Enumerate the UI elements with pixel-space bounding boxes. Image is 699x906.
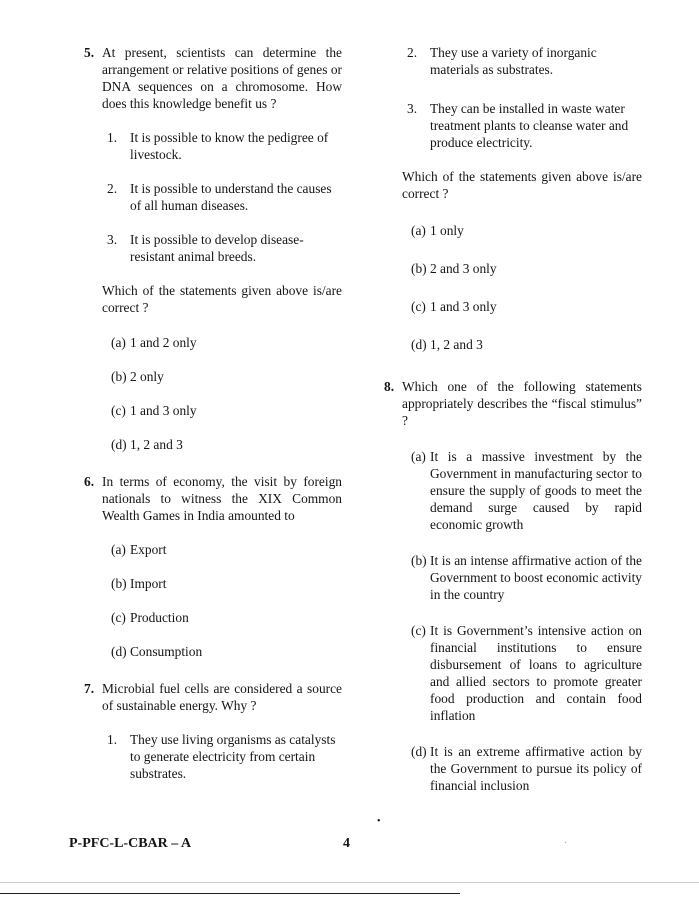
statement-index: 1. xyxy=(107,130,118,145)
statement-1 xyxy=(102,129,342,163)
stray-mark: · xyxy=(564,838,568,849)
option-c xyxy=(102,402,342,419)
option-b xyxy=(402,260,642,277)
option-text: Export xyxy=(130,542,167,557)
option-text: Import xyxy=(130,576,167,591)
option-a xyxy=(102,334,342,351)
option-b xyxy=(402,552,642,603)
statement-index: 2. xyxy=(107,181,118,196)
statement-text: They use living organisms as catalysts to generate electricity from certain substrates. xyxy=(130,732,336,781)
option-text: 1, 2 and 3 xyxy=(430,337,483,352)
question-stem: In terms of economy, the visit by foreign nationals to witness the XIX Common Wealth Games in India amounted to xyxy=(102,474,342,523)
question-7 xyxy=(84,680,342,782)
option-b xyxy=(102,368,342,385)
left-column xyxy=(84,44,342,782)
option-d xyxy=(102,643,342,660)
statement-text: They can be installed in waste water treatment plants to cleanse water and produce electricity. xyxy=(430,101,629,150)
page-edge-line xyxy=(0,893,460,894)
statement-text: They use a variety of inorganic materials as substrates. xyxy=(430,45,597,77)
statement-2 xyxy=(402,44,642,78)
option-c xyxy=(102,609,342,626)
option-a xyxy=(102,541,342,558)
option-text: It is an intense affirmative action of the Government to boost economic activity in the country xyxy=(430,553,642,602)
option-text: 1 only xyxy=(430,223,464,238)
right-column xyxy=(384,44,642,794)
option-d xyxy=(102,436,342,453)
statement-3 xyxy=(402,100,642,151)
option-text: 2 only xyxy=(130,369,164,384)
statement-text: It is possible to know the pedigree of livestock. xyxy=(130,130,329,162)
statement-2 xyxy=(102,180,342,214)
statement-1 xyxy=(102,731,342,782)
option-label: (c) xyxy=(111,403,126,418)
option-text: 2 and 3 only xyxy=(430,261,497,276)
question-stem: Microbial fuel cells are considered a source of sustainable energy. Why ? xyxy=(102,681,342,713)
option-label: (d) xyxy=(111,437,127,452)
statement-3 xyxy=(102,231,342,265)
question-6 xyxy=(84,473,342,660)
option-label: (c) xyxy=(111,610,126,625)
option-label: (b) xyxy=(111,576,127,591)
question-number: 8. xyxy=(384,379,395,394)
option-label: (b) xyxy=(411,261,427,276)
option-text: Production xyxy=(130,610,189,625)
statement-text: It is possible to understand the causes of all human diseases. xyxy=(130,181,332,213)
question-7-continued xyxy=(384,44,642,353)
option-label: (b) xyxy=(111,369,127,384)
option-label: (d) xyxy=(411,337,427,352)
option-label: (a) xyxy=(411,223,426,238)
option-label: (c) xyxy=(411,299,426,314)
question-8 xyxy=(384,378,642,794)
statement-index: 3. xyxy=(107,232,118,247)
option-a xyxy=(402,222,642,239)
option-text: It is a massive investment by the Government in manufacturing sector to ensure the supply of goods to meet the demand surge caused by rapid economic growth xyxy=(430,449,642,532)
option-d xyxy=(402,743,642,794)
option-text: It is an extreme affirmative action by the Government to pursue its policy of financial inclusion xyxy=(430,744,642,793)
question-followup: Which of the statements given above is/are correct ? xyxy=(102,283,342,315)
question-followup: Which of the statements given above is/are correct ? xyxy=(402,169,642,201)
statement-index: 2. xyxy=(407,45,418,60)
question-stem: Which one of the following statements appropriately describes the “fiscal stimulus” ? xyxy=(402,379,642,428)
option-text: It is Government’s intensive action on financial institutions to ensure disbursement of loans to agriculture and allied sectors to promote greater food production and contain food inflation xyxy=(430,623,642,723)
option-label: (a) xyxy=(411,449,426,464)
option-label: (b) xyxy=(411,553,427,568)
option-label: (c) xyxy=(411,623,426,638)
statement-index: 1. xyxy=(107,732,118,747)
option-text: 1 and 3 only xyxy=(130,403,197,418)
option-a xyxy=(402,448,642,533)
option-text: Consumption xyxy=(130,644,203,659)
page-divider xyxy=(0,882,699,883)
statement-index: 3. xyxy=(407,101,418,116)
stray-mark: • xyxy=(377,816,381,827)
question-5 xyxy=(84,44,342,453)
option-c xyxy=(402,298,642,315)
option-c xyxy=(402,622,642,724)
option-label: (a) xyxy=(111,335,126,350)
option-text: 1 and 3 only xyxy=(430,299,497,314)
option-label: (d) xyxy=(411,744,427,759)
option-text: 1, 2 and 3 xyxy=(130,437,183,452)
option-text: 1 and 2 only xyxy=(130,335,197,350)
option-b xyxy=(102,575,342,592)
option-label: (d) xyxy=(111,644,127,659)
question-number: 5. xyxy=(84,45,95,60)
question-stem: At present, scientists can determine the arrangement or relative positions of genes or DNA sequences on a chromosome. How does this knowledge benefit us ? xyxy=(102,45,342,111)
option-d xyxy=(402,336,642,353)
option-label: (a) xyxy=(111,542,126,557)
page-number: 4 xyxy=(343,836,350,851)
statement-text: It is possible to develop disease-resistant animal breeds. xyxy=(130,232,304,264)
question-number: 6. xyxy=(84,474,95,489)
question-number: 7. xyxy=(84,681,95,696)
paper-code: P-PFC-L-CBAR – A xyxy=(69,836,192,851)
